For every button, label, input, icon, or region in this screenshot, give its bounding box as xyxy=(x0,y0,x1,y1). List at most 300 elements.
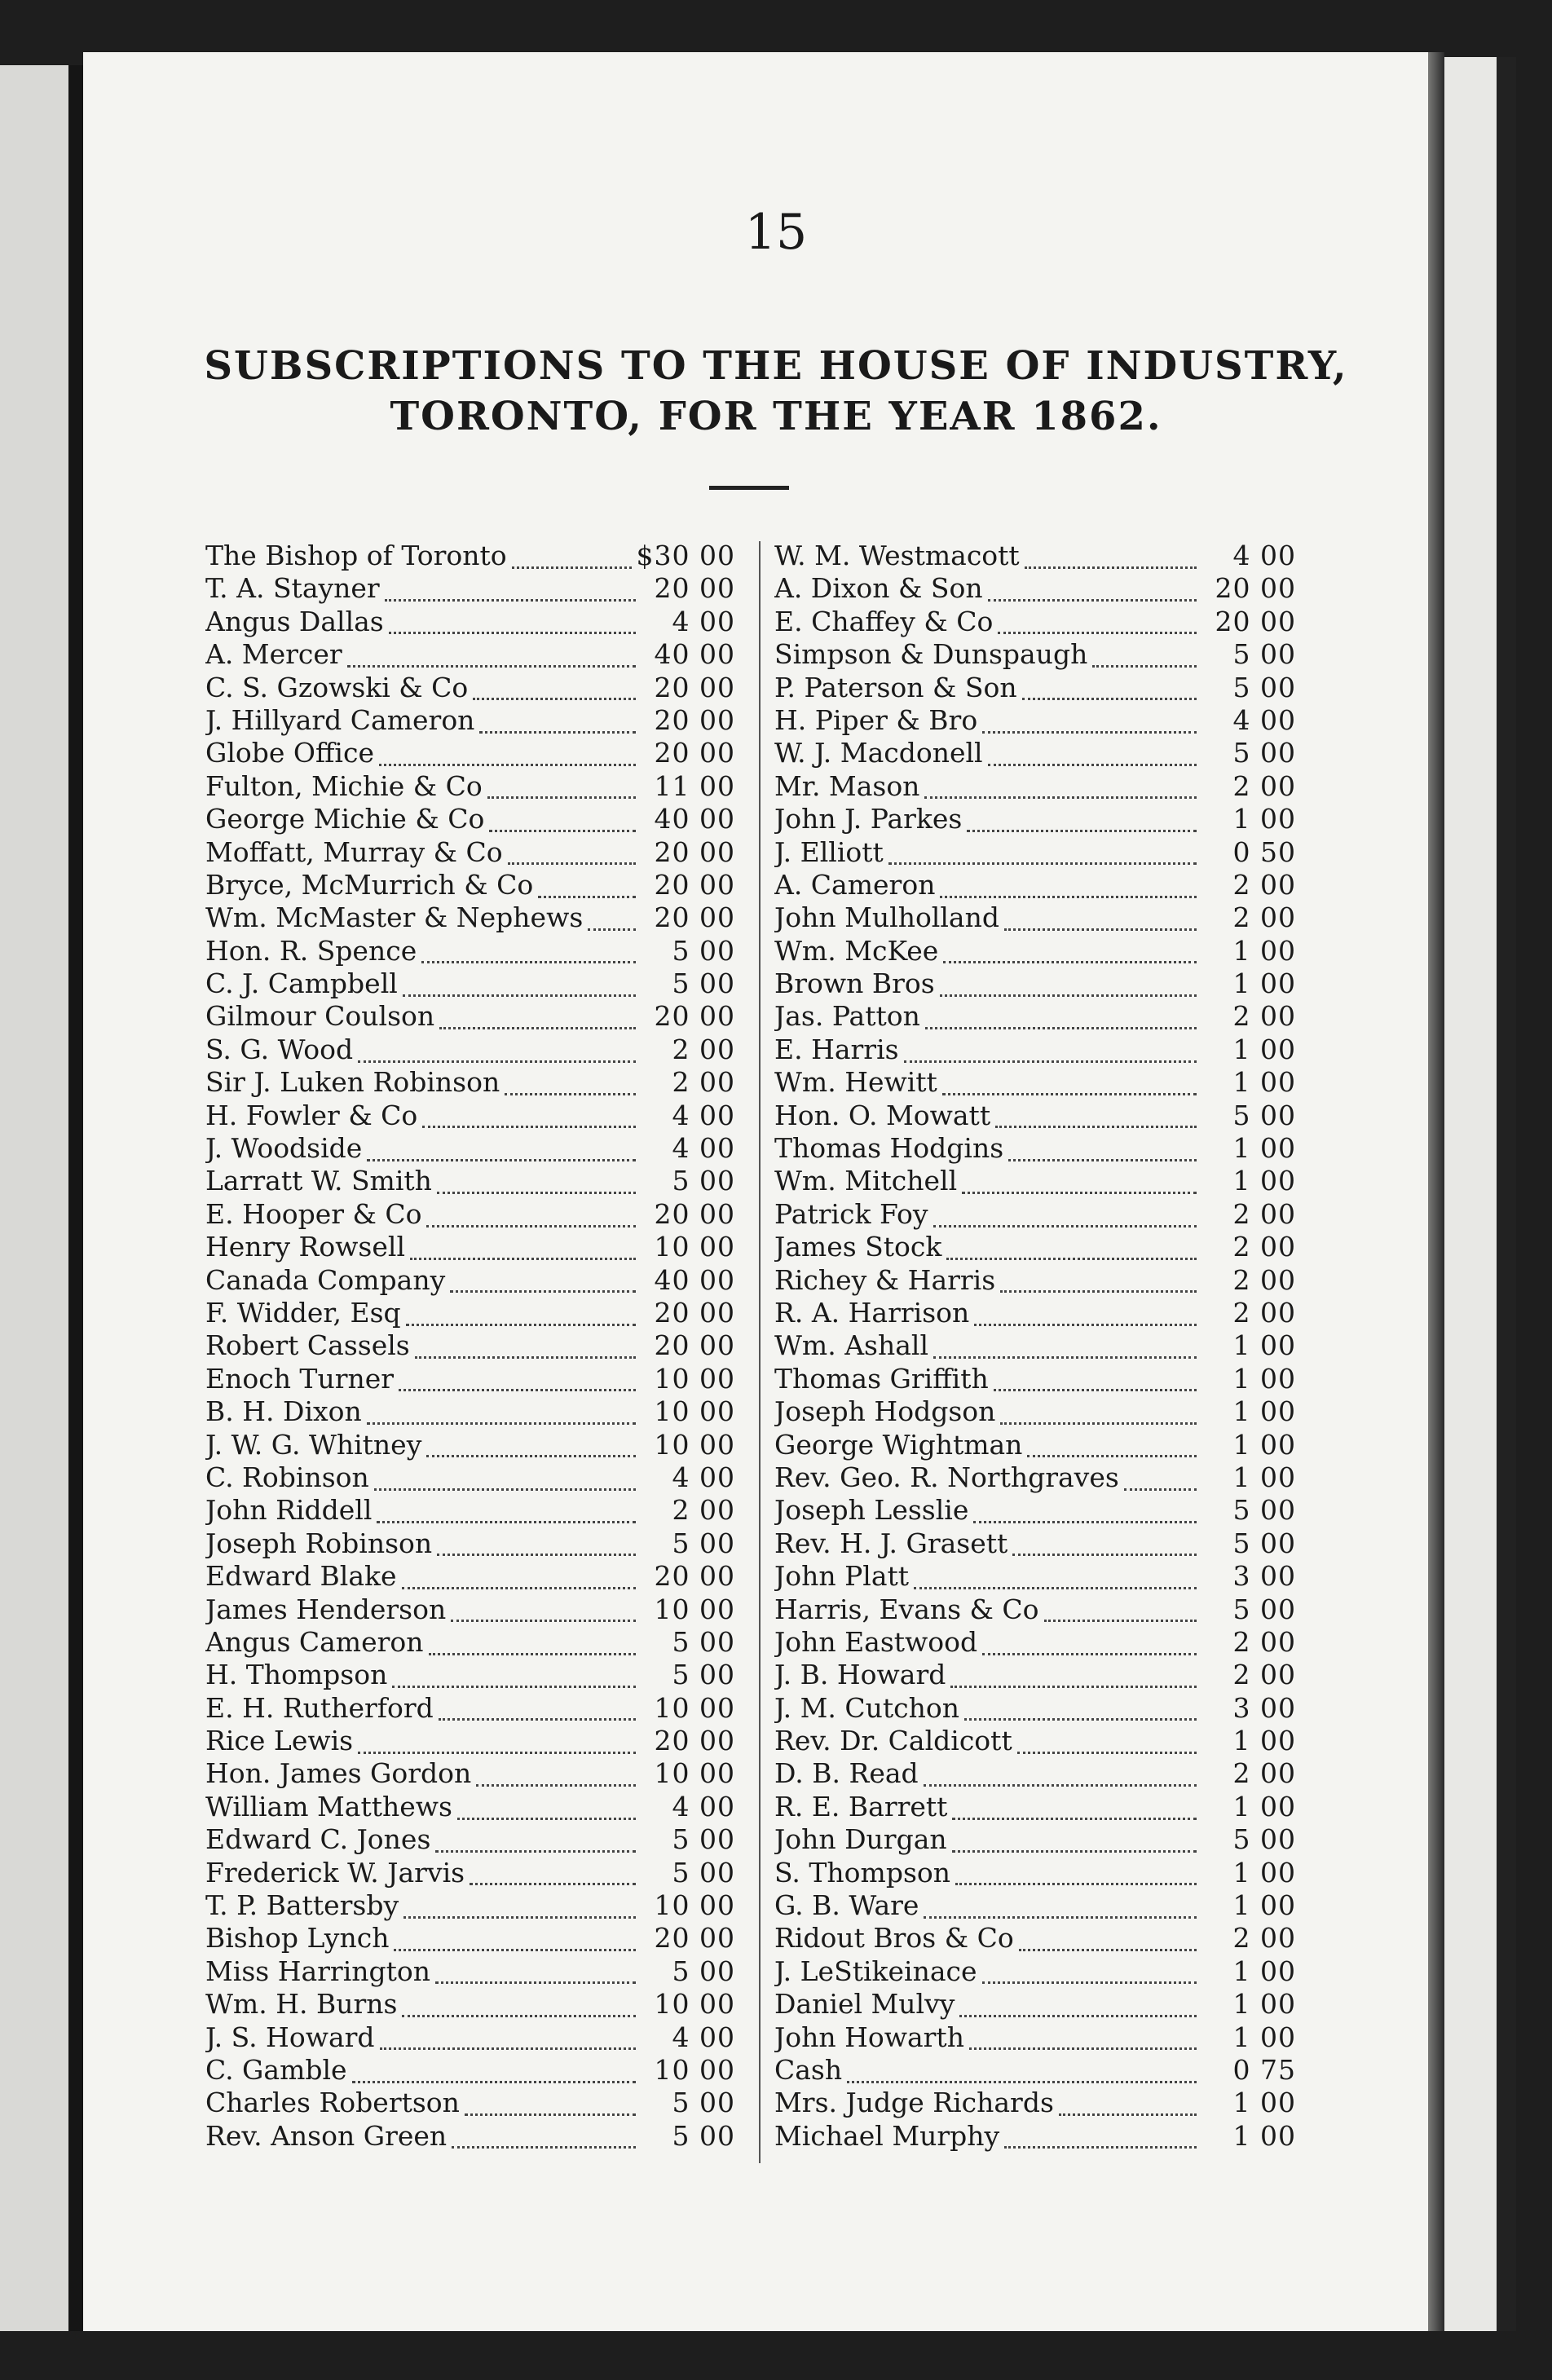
subscriber-name: Ridout Bros & Co xyxy=(774,1922,1014,1955)
subscription-amount: 40 00 xyxy=(654,1263,735,1296)
subscription-entry xyxy=(774,1461,1296,1494)
subscription-entry xyxy=(774,1922,1296,1955)
dot-leader xyxy=(933,1346,1197,1359)
subscription-entry xyxy=(774,935,1296,967)
subscriber-name: J. B. Howard xyxy=(774,1659,946,1691)
subscription-amount: 20 00 xyxy=(654,1000,735,1033)
subscription-entry xyxy=(205,967,735,1000)
subscriber-name: Patrick Foy xyxy=(774,1197,928,1230)
dot-leader xyxy=(437,1544,636,1556)
dot-leader xyxy=(538,886,636,898)
subscriber-name: Hon. James Gordon xyxy=(205,1757,472,1790)
dot-leader xyxy=(933,1215,1197,1227)
subscription-entry xyxy=(205,803,735,835)
subscription-amount: 1 00 xyxy=(1232,1725,1296,1757)
subscriber-name: Wm. Hewitt xyxy=(774,1066,937,1099)
dot-leader xyxy=(426,1215,636,1227)
dot-leader xyxy=(924,787,1197,799)
subscription-amount: 20 00 xyxy=(1215,572,1296,605)
subscription-amount: 0 75 xyxy=(1232,2053,1296,2086)
subscription-entry xyxy=(774,2021,1296,2054)
subscription-entry xyxy=(774,1725,1296,1757)
dot-leader xyxy=(394,1939,636,1951)
subscription-amount: 20 00 xyxy=(654,868,735,901)
subscription-amount: 40 00 xyxy=(654,638,735,671)
subscription-entry xyxy=(205,1395,735,1428)
subscription-amount: 1 00 xyxy=(1232,1362,1296,1395)
subscription-entry xyxy=(205,638,735,671)
dot-leader xyxy=(1025,557,1197,569)
dot-leader xyxy=(1004,2136,1197,2149)
subscription-entry xyxy=(774,638,1296,671)
subscription-entry xyxy=(205,1429,735,1461)
subscription-amount: 1 00 xyxy=(1232,1955,1296,1987)
subscription-entry xyxy=(774,1198,1296,1231)
dot-leader xyxy=(950,1676,1197,1688)
subscription-entry xyxy=(774,1395,1296,1428)
subscription-entry xyxy=(205,572,735,605)
subscription-amount: 20 00 xyxy=(654,671,735,703)
subscriber-name: Cash xyxy=(774,2053,843,2086)
subscription-amount: 2 00 xyxy=(1232,1922,1296,1955)
subscriber-name: D. B. Read xyxy=(774,1757,919,1790)
subscription-amount: 5 00 xyxy=(672,934,735,967)
dot-leader xyxy=(415,1346,636,1359)
subscription-entry xyxy=(774,1593,1296,1626)
subscriber-name: T. A. Stayner xyxy=(205,572,380,605)
dot-leader xyxy=(924,1774,1197,1787)
subscription-entry xyxy=(205,540,735,572)
subscription-amount: 20 00 xyxy=(654,1296,735,1329)
subscription-entry xyxy=(205,901,735,934)
dot-leader xyxy=(955,1873,1197,1885)
dot-leader xyxy=(402,1577,636,1589)
subscription-amount: 1 00 xyxy=(1232,1856,1296,1889)
dot-leader xyxy=(392,1676,636,1688)
dot-leader xyxy=(512,557,632,569)
subscriber-name: J. M. Cutchon xyxy=(774,1691,960,1724)
subscription-amount: 3 00 xyxy=(1232,1691,1296,1724)
subscription-amount: 5 00 xyxy=(672,1165,735,1197)
subscription-amount: 5 00 xyxy=(672,967,735,1000)
subscription-amount: 1 00 xyxy=(1232,1132,1296,1165)
subscription-entry xyxy=(205,1823,735,1856)
dot-leader xyxy=(925,1017,1197,1029)
subscriber-name: Angus Dallas xyxy=(205,605,384,637)
subscription-amount: 20 00 xyxy=(1215,605,1296,637)
subscriber-name: Simpson & Dunspaugh xyxy=(774,638,1088,671)
subscriber-name: Wm. McMaster & Nephews xyxy=(205,901,584,934)
subscription-amount: 20 00 xyxy=(654,1922,735,1955)
dot-leader xyxy=(967,820,1197,832)
subscription-amount: 40 00 xyxy=(654,803,735,835)
subscription-amount: 5 00 xyxy=(1232,737,1296,769)
subscription-entry xyxy=(774,836,1296,869)
subscription-entry xyxy=(774,1165,1296,1197)
subscriber-name: A. Dixon & Son xyxy=(774,572,983,605)
subscription-entry xyxy=(205,1264,735,1297)
subscriber-name: J. LeStikeinace xyxy=(774,1955,977,1987)
dot-leader xyxy=(487,787,636,799)
subscription-amount: 1 00 xyxy=(1232,1165,1296,1197)
subscription-amount: 20 00 xyxy=(654,572,735,605)
subscriber-name: Thomas Griffith xyxy=(774,1362,989,1395)
subscriber-name: John J. Parkes xyxy=(774,803,963,835)
column-divider xyxy=(759,541,761,2163)
dot-leader xyxy=(982,1972,1197,1984)
dot-leader xyxy=(358,1742,636,1754)
subscription-entry xyxy=(205,1791,735,1823)
dot-leader xyxy=(1027,1445,1197,1457)
subscriber-name: S. Thompson xyxy=(774,1856,951,1889)
subscription-amount: 20 00 xyxy=(654,1197,735,1230)
subscriber-name: Rev. Anson Green xyxy=(205,2119,448,2152)
dot-leader xyxy=(1019,1939,1197,1951)
dot-leader xyxy=(974,1314,1197,1326)
subscription-entry xyxy=(774,1066,1296,1099)
subscriber-name: W. M. Westmacott xyxy=(774,540,1020,571)
subscription-amount: 2 00 xyxy=(672,1066,735,1099)
subscriber-name: T. P. Battersby xyxy=(205,1889,399,1922)
subscription-amount: 20 00 xyxy=(654,1725,735,1757)
dot-leader xyxy=(389,622,636,634)
subscriber-name: John Riddell xyxy=(205,1494,373,1527)
subscription-amount: 1 00 xyxy=(1232,1329,1296,1362)
subscription-amount: 20 00 xyxy=(654,703,735,736)
subscription-entry xyxy=(205,1659,735,1691)
subscription-entry xyxy=(774,1034,1296,1066)
subscription-amount: 10 00 xyxy=(654,1362,735,1395)
subscription-amount: 10 00 xyxy=(654,1889,735,1922)
subscription-entry xyxy=(774,2120,1296,2153)
subscription-amount: 5 00 xyxy=(672,1659,735,1691)
left-subscription-column xyxy=(205,540,735,2153)
subscriber-name: F. Widder, Esq xyxy=(205,1296,401,1329)
subscriber-name: Gilmour Coulson xyxy=(205,1000,435,1033)
dot-leader xyxy=(940,985,1197,997)
subscription-amount: 5 00 xyxy=(672,1527,735,1559)
subscription-amount: 10 00 xyxy=(654,1757,735,1790)
subscription-amount: 4 00 xyxy=(672,2021,735,2053)
subscriber-name: S. G. Wood xyxy=(205,1033,354,1065)
dot-leader xyxy=(470,1873,636,1885)
page-title xyxy=(0,341,1552,442)
subscription-entry xyxy=(205,1132,735,1165)
subscription-amount: 1 00 xyxy=(1232,1461,1296,1493)
subscription-entry xyxy=(774,1132,1296,1165)
subscription-entry xyxy=(205,2021,735,2054)
subscriber-name: Brown Bros xyxy=(774,967,935,1000)
subscriber-name: Angus Cameron xyxy=(205,1625,424,1658)
subscriber-name: John Platt xyxy=(774,1560,910,1593)
subscriber-name: Harris, Evans & Co xyxy=(774,1593,1039,1625)
subscription-entry xyxy=(205,1066,735,1099)
subscription-entry xyxy=(774,2054,1296,2087)
subscriber-name: Joseph Robinson xyxy=(205,1527,433,1559)
subscriber-name: J. Elliott xyxy=(774,835,884,868)
dot-leader xyxy=(457,1808,636,1820)
subscriber-name: Charles Robertson xyxy=(205,2087,460,2119)
dot-leader xyxy=(505,1083,636,1095)
dot-leader xyxy=(403,1906,636,1919)
dot-leader xyxy=(914,1577,1197,1589)
subscription-entry xyxy=(205,1329,735,1362)
subscriber-name: Rice Lewis xyxy=(205,1725,354,1757)
dot-leader xyxy=(439,1708,636,1721)
subscriber-name: Globe Office xyxy=(205,737,374,769)
dot-leader xyxy=(946,1248,1197,1260)
subscription-amount: 4 00 xyxy=(672,1461,735,1493)
subscriber-name: John Durgan xyxy=(774,1823,947,1856)
subscription-entry xyxy=(774,1231,1296,1263)
dot-leader xyxy=(451,1610,636,1622)
subscription-entry xyxy=(774,672,1296,704)
subscription-entry xyxy=(205,1757,735,1790)
dot-leader xyxy=(988,754,1197,766)
subscription-amount: 4 00 xyxy=(672,1099,735,1131)
subscription-entry xyxy=(774,1791,1296,1823)
dot-leader xyxy=(982,1643,1197,1655)
subscriber-name: C. Robinson xyxy=(205,1461,369,1493)
subscription-amount: 2 00 xyxy=(1232,1625,1296,1658)
subscription-entry xyxy=(774,869,1296,901)
subscription-entry xyxy=(774,1329,1296,1362)
subscription-amount: 2 00 xyxy=(1232,1659,1296,1691)
title-line-2: TORONTO, FOR THE YEAR 1862. xyxy=(390,394,1162,439)
subscriber-name: Moffatt, Murray & Co xyxy=(205,835,503,868)
subscriber-name: H. Fowler & Co xyxy=(205,1099,418,1131)
subscriber-name: Rev. Dr. Caldicott xyxy=(774,1725,1012,1757)
dot-leader xyxy=(380,2038,636,2050)
page-number: 15 xyxy=(744,204,808,261)
subscription-entry xyxy=(205,1922,735,1955)
subscriber-name: R. A. Harrison xyxy=(774,1296,970,1329)
subscriber-name: Wm. McKee xyxy=(774,934,939,967)
subscription-amount: 2 00 xyxy=(672,1494,735,1527)
subscription-entry xyxy=(205,672,735,704)
dot-leader xyxy=(943,951,1197,963)
subscription-amount: 5 00 xyxy=(1232,671,1296,703)
subscriber-name: George Wightman xyxy=(774,1428,1023,1461)
dot-leader xyxy=(377,1511,636,1523)
subscription-amount: 20 00 xyxy=(654,737,735,769)
subscription-amount: 1 00 xyxy=(1232,1428,1296,1461)
dot-leader xyxy=(439,1017,636,1029)
dot-leader xyxy=(367,1149,636,1161)
subscription-entry xyxy=(774,1100,1296,1132)
dot-leader xyxy=(964,1708,1197,1721)
subscription-entry xyxy=(774,1823,1296,1856)
right-subscription-column xyxy=(774,540,1296,2153)
dot-leader xyxy=(1092,655,1197,668)
subscription-entry xyxy=(205,836,735,869)
subscription-entry xyxy=(774,1857,1296,1889)
subscription-amount: 10 00 xyxy=(654,1988,735,2021)
dot-leader xyxy=(452,2136,636,2149)
dot-leader xyxy=(952,1840,1197,1853)
subscriber-name: J. S. Howard xyxy=(205,2021,375,2053)
subscription-amount: 1 00 xyxy=(1232,1395,1296,1428)
subscription-amount: 11 00 xyxy=(654,769,735,802)
subscription-amount: 5 00 xyxy=(672,1823,735,1856)
subscription-entry xyxy=(205,1297,735,1329)
subscriber-name: J. Hillyard Cameron xyxy=(205,703,475,736)
subscription-amount: 1 00 xyxy=(1232,967,1296,1000)
subscriber-name: Rev. H. J. Grasett xyxy=(774,1527,1008,1559)
dot-leader xyxy=(1000,1413,1197,1425)
subscriber-name: Mr. Mason xyxy=(774,769,920,802)
subscription-amount: 2 00 xyxy=(1232,1197,1296,1230)
title-rule xyxy=(709,486,789,490)
subscriber-name: A. Cameron xyxy=(774,868,936,901)
subscription-amount: 1 00 xyxy=(1232,1988,1296,2021)
subscriber-name: Hon. R. Spence xyxy=(205,934,417,967)
subscription-entry xyxy=(774,967,1296,1000)
subscription-entry xyxy=(774,1889,1296,1922)
subscriber-name: A. Mercer xyxy=(205,638,342,671)
dot-leader xyxy=(998,622,1197,634)
subscriber-name: Sir J. Luken Robinson xyxy=(205,1066,500,1099)
subscription-amount: 4 00 xyxy=(1232,540,1296,571)
subscriber-name: Miss Harrington xyxy=(205,1955,431,1987)
subscription-amount: 1 00 xyxy=(1232,1066,1296,1099)
subscription-amount: 5 00 xyxy=(672,2087,735,2119)
dot-leader xyxy=(962,1182,1197,1194)
subscription-entry xyxy=(774,1000,1296,1033)
subscription-amount: 1 00 xyxy=(1232,1889,1296,1922)
subscription-amount: 10 00 xyxy=(654,1428,735,1461)
dot-leader xyxy=(379,754,636,766)
subscriber-name: Bryce, McMurrich & Co xyxy=(205,868,534,901)
subscription-amount: 2 00 xyxy=(1232,868,1296,901)
subscriber-name: Henry Rowsell xyxy=(205,1231,406,1263)
subscription-amount: 2 00 xyxy=(672,1033,735,1065)
dot-leader xyxy=(435,1972,636,1984)
subscription-entry xyxy=(205,2087,735,2119)
dot-leader xyxy=(588,919,636,931)
subscriber-name: Bishop Lynch xyxy=(205,1922,390,1955)
subscription-entry xyxy=(774,1692,1296,1725)
dot-leader xyxy=(367,1413,636,1425)
subscription-entry xyxy=(205,935,735,967)
subscriber-name: Edward Blake xyxy=(205,1560,397,1593)
subscriber-name: Thomas Hodgins xyxy=(774,1132,1004,1165)
subscriber-name: Joseph Hodgson xyxy=(774,1395,996,1428)
dot-leader xyxy=(1022,688,1197,700)
subscription-amount: 4 00 xyxy=(672,605,735,637)
subscription-amount: 2 00 xyxy=(1232,1263,1296,1296)
subscription-entry xyxy=(774,1659,1296,1691)
subscription-entry xyxy=(774,803,1296,835)
subscriber-name: P. Paterson & Son xyxy=(774,671,1017,703)
subscription-amount: 5 00 xyxy=(672,1955,735,1987)
dot-leader xyxy=(1044,1610,1197,1622)
subscriber-name: R. E. Barrett xyxy=(774,1790,948,1822)
subscriber-name: John Howarth xyxy=(774,2021,964,2053)
subscriber-name: Daniel Mulvy xyxy=(774,1988,955,2021)
subscriber-name: Joseph Lesslie xyxy=(774,1494,969,1527)
subscription-entry xyxy=(205,2120,735,2153)
subscription-amount: 5 00 xyxy=(1232,1527,1296,1559)
subscriber-name: Robert Cassels xyxy=(205,1329,410,1362)
subscriber-name: Wm. Ashall xyxy=(774,1329,928,1362)
dot-leader xyxy=(421,951,636,963)
subscription-amount: 4 00 xyxy=(672,1790,735,1822)
subscription-amount: 5 00 xyxy=(1232,1593,1296,1625)
dot-leader xyxy=(952,1808,1197,1820)
subscription-entry xyxy=(205,1955,735,1988)
dot-leader xyxy=(988,589,1197,602)
subscription-entry xyxy=(774,1264,1296,1297)
subscription-entry xyxy=(774,704,1296,737)
subscription-amount: 20 00 xyxy=(654,1329,735,1362)
subscription-amount: 2 00 xyxy=(1232,769,1296,802)
dot-leader xyxy=(1124,1479,1197,1491)
subscription-entry xyxy=(205,1100,735,1132)
subscription-entry xyxy=(205,1231,735,1263)
dot-leader xyxy=(973,1511,1197,1523)
subscriber-name: C. S. Gzowski & Co xyxy=(205,671,469,703)
subscription-amount: $30 00 xyxy=(636,540,735,571)
subscription-entry xyxy=(205,1593,735,1626)
dot-leader xyxy=(1008,1149,1197,1161)
subscription-amount: 10 00 xyxy=(654,1231,735,1263)
subscriber-name: Hon. O. Mowatt xyxy=(774,1099,991,1131)
dot-leader xyxy=(410,1248,636,1260)
subscription-amount: 1 00 xyxy=(1232,934,1296,967)
subscription-entry xyxy=(205,1889,735,1922)
dot-leader xyxy=(942,1083,1197,1095)
subscriber-name: George Michie & Co xyxy=(205,803,485,835)
subscription-entry xyxy=(205,704,735,737)
subscriber-name: Larratt W. Smith xyxy=(205,1165,432,1197)
dot-leader xyxy=(969,2038,1197,2050)
subscription-entry xyxy=(774,1494,1296,1527)
dot-leader xyxy=(374,1479,636,1491)
subscriber-name: James Stock xyxy=(774,1231,942,1263)
dot-leader xyxy=(422,1116,636,1128)
subscriber-name: C. J. Campbell xyxy=(205,967,398,1000)
subscriber-name: E. Hooper & Co xyxy=(205,1197,422,1230)
subscription-entry xyxy=(205,1198,735,1231)
dot-leader xyxy=(358,1051,636,1063)
subscription-entry xyxy=(205,606,735,638)
subscription-entry xyxy=(774,1626,1296,1659)
subscriber-name: Michael Murphy xyxy=(774,2119,1000,2152)
subscriber-name: William Matthews xyxy=(205,1790,452,1822)
dot-leader xyxy=(1004,919,1197,931)
subscription-entry xyxy=(774,1429,1296,1461)
dot-leader xyxy=(435,1840,636,1853)
subscriber-name: J. Woodside xyxy=(205,1132,363,1165)
subscription-amount: 5 00 xyxy=(1232,638,1296,671)
subscriber-name: Jas. Patton xyxy=(774,1000,920,1033)
subscriber-name: C. Gamble xyxy=(205,2053,347,2086)
subscription-amount: 5 00 xyxy=(1232,1099,1296,1131)
subscriber-name: Rev. Geo. R. Northgraves xyxy=(774,1461,1119,1493)
subscription-amount: 10 00 xyxy=(654,1593,735,1625)
subscription-entry xyxy=(205,1560,735,1593)
subscription-entry xyxy=(205,1857,735,1889)
dot-leader xyxy=(888,853,1197,865)
dot-leader xyxy=(476,1774,636,1787)
subscription-amount: 2 00 xyxy=(1232,1757,1296,1790)
dot-leader xyxy=(403,985,636,997)
dot-leader xyxy=(508,853,636,865)
subscription-entry xyxy=(774,2087,1296,2119)
subscription-entry xyxy=(774,540,1296,572)
dot-leader xyxy=(1017,1742,1197,1754)
